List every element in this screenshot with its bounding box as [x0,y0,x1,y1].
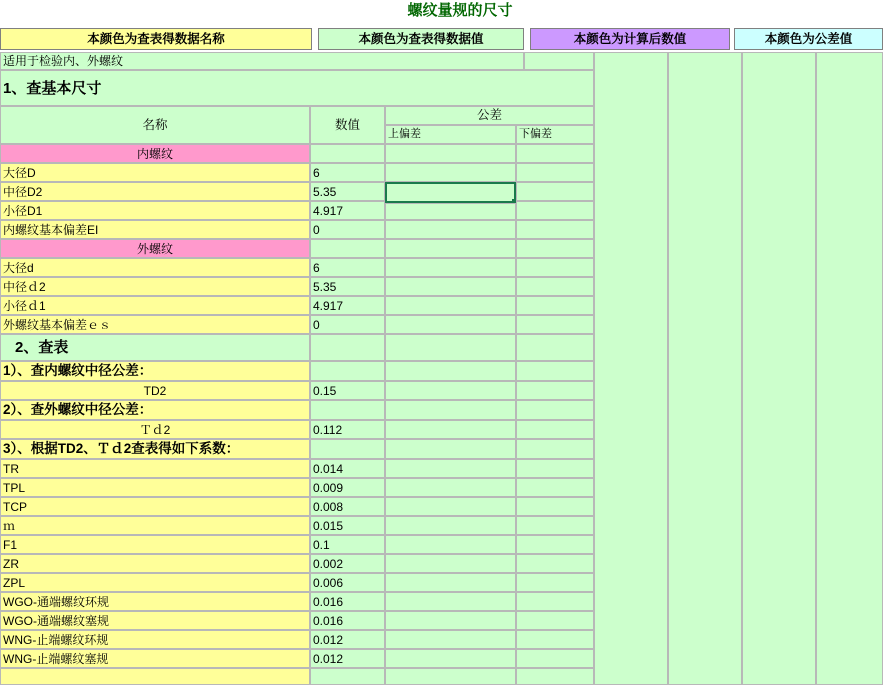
page-title: 螺纹量规的尺寸 [330,0,590,20]
coefficient-row-upper[interactable] [385,516,516,535]
coefficient-row-value[interactable]: 0.008 [310,497,385,516]
row-internal-basic-deviation-label: 内螺纹基本偏差EI [0,220,310,239]
header-value: 数值 [310,106,385,144]
coefficient-row-value[interactable]: 0.006 [310,573,385,592]
row-external-minor-upper[interactable] [385,296,516,315]
coefficient-row-upper[interactable] [385,497,516,516]
coefficient-row-value[interactable]: 0.012 [310,649,385,668]
section-title-basic-size: 1、查基本尺寸 [0,70,594,106]
lookup-q2-value-blank[interactable] [310,400,385,420]
row-internal-basic-deviation-upper[interactable] [385,220,516,239]
coefficient-row-lower[interactable] [516,592,594,611]
lookup-td2-upper[interactable] [385,381,516,400]
section2-lower-blank [516,334,594,361]
row-internal-pitch-diameter-label: 中径D2 [0,182,310,201]
coefficient-row-value[interactable]: 0.015 [310,516,385,535]
group-internal-value-blank [310,144,385,163]
lookup-q1-label: 1）、查内螺纹中径公差： [0,361,310,381]
coefficient-row-label: TR [0,459,310,478]
coefficient-row-upper[interactable] [385,535,516,554]
header-upper-deviation: 上偏差 [385,125,516,144]
coefficient-row-lower[interactable] [516,554,594,573]
coefficient-row-lower[interactable] [516,630,594,649]
lookup-q3-lower-blank[interactable] [516,439,594,459]
group-external-lower-blank [516,239,594,258]
applicability-note: 适用于检验内、外螺纹 [0,52,524,70]
coefficient-row-label: WGO-通端螺纹环规 [0,592,310,611]
coefficient-row-lower[interactable] [516,516,594,535]
row-external-basic-deviation-label: 外螺纹基本偏差ｅｓ [0,315,310,334]
lookup-q2-label: 2）、查外螺纹中径公差： [0,400,310,420]
row-external-major-upper[interactable] [385,258,516,277]
legend-lookup-name: 本颜色为查表得数据名称 [0,28,312,50]
lookup-td2-label: TD2 [0,381,310,400]
row-external-pitch-diameter-value[interactable]: 5.35 [310,277,385,296]
lookup-tdd2-lower[interactable] [516,420,594,439]
lookup-q3-label: 3）、根据TD2、Ｔｄ2查表得如下系数： [0,439,310,459]
row-external-minor-diameter-value[interactable]: 4.917 [310,296,385,315]
row-internal-major-diameter-value[interactable]: 6 [310,163,385,182]
row-internal-minor-lower[interactable] [516,201,594,220]
lookup-q1-lower-blank[interactable] [516,361,594,381]
empty-column-2[interactable] [668,52,742,685]
row-external-pitch-upper[interactable] [385,277,516,296]
lookup-q3-upper-blank[interactable] [385,439,516,459]
group-external-value-blank [310,239,385,258]
filler-cell [524,52,594,70]
row-internal-major-diameter-label: 大径D [0,163,310,182]
empty-column-3[interactable] [742,52,816,685]
lookup-q2-upper-blank[interactable] [385,400,516,420]
lookup-tdd2-value[interactable]: 0.112 [310,420,385,439]
group-internal-lower-blank [516,144,594,163]
row-internal-basic-deviation-value[interactable]: 0 [310,220,385,239]
coefficient-row-partial-value[interactable] [310,668,385,685]
coefficient-row-lower[interactable] [516,611,594,630]
coefficient-row-upper[interactable] [385,554,516,573]
row-external-basic-deviation-lower[interactable] [516,315,594,334]
row-external-basic-deviation-upper[interactable] [385,315,516,334]
row-external-pitch-diameter-label: 中径ｄ2 [0,277,310,296]
row-internal-pitch-lower[interactable] [516,182,594,201]
coefficient-row-lower[interactable] [516,497,594,516]
coefficient-row-upper[interactable] [385,592,516,611]
coefficient-row-partial-lower[interactable] [516,668,594,685]
group-internal-upper-blank [385,144,516,163]
coefficient-row-value[interactable]: 0.1 [310,535,385,554]
coefficient-row-partial-label [0,668,310,685]
row-internal-minor-diameter-label: 小径D1 [0,201,310,220]
coefficient-row-lower[interactable] [516,573,594,592]
section2-value-blank [310,334,385,361]
coefficient-row-value[interactable]: 0.002 [310,554,385,573]
legend-lookup-value: 本颜色为查表得数据值 [318,28,524,50]
coefficient-row-label: ｍ [0,516,310,535]
lookup-q1-upper-blank[interactable] [385,361,516,381]
coefficient-row-lower[interactable] [516,649,594,668]
coefficient-row-label: TPL [0,478,310,497]
coefficient-row-value[interactable]: 0.009 [310,478,385,497]
coefficient-row-value[interactable]: 0.016 [310,592,385,611]
coefficient-row-value[interactable]: 0.016 [310,611,385,630]
lookup-tdd2-upper[interactable] [385,420,516,439]
lookup-q3-value-blank[interactable] [310,439,385,459]
selected-cell-internal-pitch-upper[interactable] [385,182,516,203]
coefficient-row-value[interactable]: 0.014 [310,459,385,478]
row-external-pitch-lower[interactable] [516,277,594,296]
coefficient-row-label: TCP [0,497,310,516]
legend-computed-value: 本颜色为计算后数值 [530,28,730,50]
row-external-major-diameter-value[interactable]: 6 [310,258,385,277]
group-header-external-thread: 外螺纹 [0,239,310,258]
row-internal-basic-deviation-lower[interactable] [516,220,594,239]
row-internal-minor-upper[interactable] [385,203,516,220]
coefficient-row-label: WNG-止端螺纹环规 [0,630,310,649]
coefficient-row-lower[interactable] [516,459,594,478]
row-external-minor-lower[interactable] [516,296,594,315]
row-external-basic-deviation-value[interactable]: 0 [310,315,385,334]
row-internal-major-lower[interactable] [516,163,594,182]
section-title-lookup: 2、查表 [0,334,310,361]
coefficient-row-label: WNG-止端螺纹塞规 [0,649,310,668]
coefficient-row-value[interactable]: 0.012 [310,630,385,649]
coefficient-row-upper[interactable] [385,611,516,630]
coefficient-row-upper[interactable] [385,649,516,668]
coefficient-row-label: ZR [0,554,310,573]
coefficient-row-lower[interactable] [516,478,594,497]
coefficient-row-upper[interactable] [385,478,516,497]
row-internal-major-upper[interactable] [385,163,516,182]
coefficient-row-lower[interactable] [516,535,594,554]
header-lower-deviation: 下偏差 [516,125,594,144]
coefficient-row-label: WGO-通端螺纹塞规 [0,611,310,630]
lookup-td2-lower[interactable] [516,381,594,400]
group-external-upper-blank [385,239,516,258]
coefficient-row-upper[interactable] [385,630,516,649]
lookup-q2-lower-blank[interactable] [516,400,594,420]
lookup-q1-value-blank[interactable] [310,361,385,381]
row-internal-pitch-diameter-value[interactable]: 5.35 [310,182,385,201]
lookup-tdd2-label: Ｔｄ2 [0,420,310,439]
coefficient-row-upper[interactable] [385,573,516,592]
row-external-major-diameter-label: 大径d [0,258,310,277]
empty-column-1[interactable] [594,52,668,685]
coefficient-row-partial-upper[interactable] [385,668,516,685]
section2-upper-blank [385,334,516,361]
row-external-major-lower[interactable] [516,258,594,277]
coefficient-row-label: ZPL [0,573,310,592]
group-header-internal-thread: 内螺纹 [0,144,310,163]
coefficient-row-upper[interactable] [385,459,516,478]
legend-tolerance-value: 本颜色为公差值 [734,28,883,50]
header-tolerance: 公差 [385,106,594,125]
coefficient-row-label: F1 [0,535,310,554]
row-internal-minor-diameter-value[interactable]: 4.917 [310,201,385,220]
header-name: 名称 [0,106,310,144]
lookup-td2-value[interactable]: 0.15 [310,381,385,400]
row-external-minor-diameter-label: 小径ｄ1 [0,296,310,315]
empty-column-4[interactable] [816,52,883,685]
